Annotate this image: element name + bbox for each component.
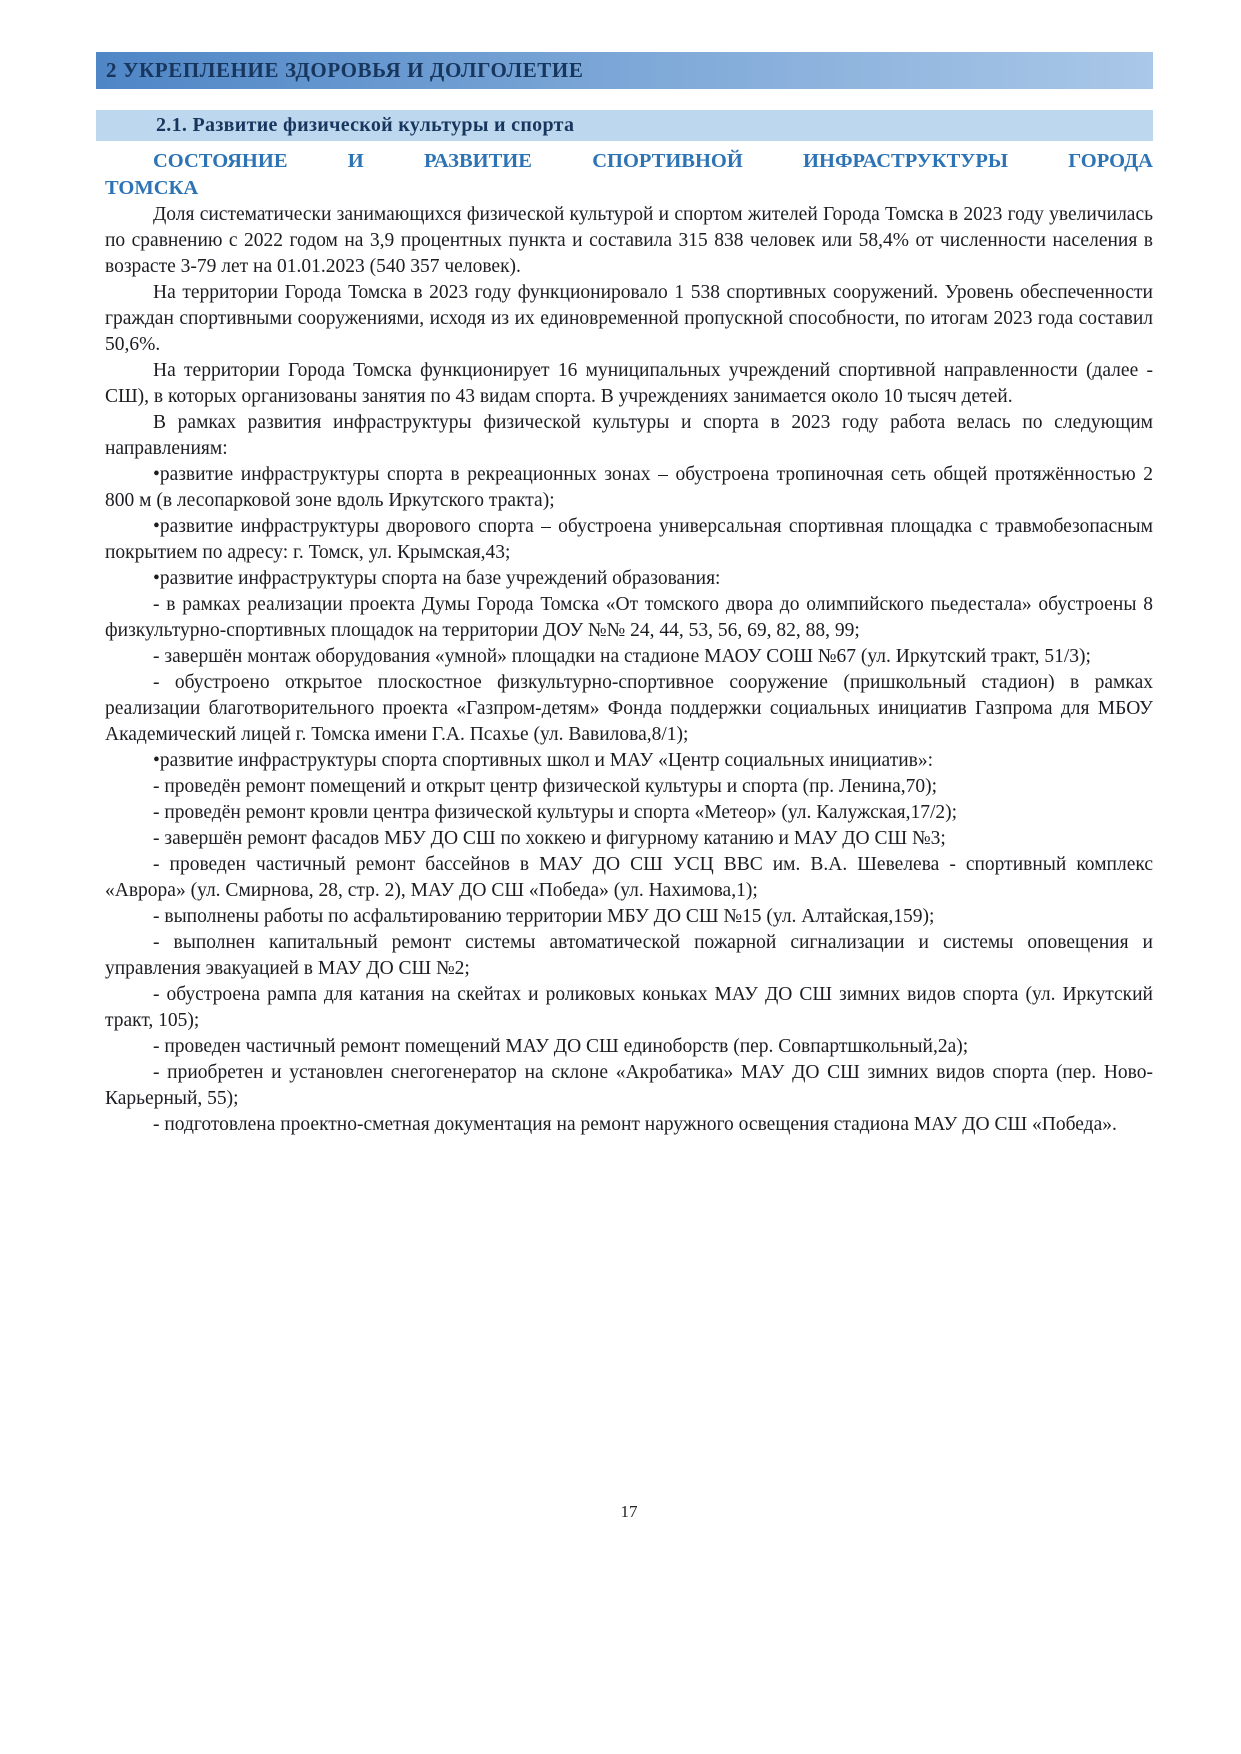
paragraph: - выполнены работы по асфальтированию территории МБУ ДО СШ №15 (ул. Алтайская,159);: [153, 906, 935, 927]
paragraph: - в рамках реализации проекта Думы Города Томска «От томского двора до олимпийского пьедестала» обустроены 8 физкультурно-спортивных площадок на территории ДОУ №№ 24, 44, 53, 56, 69, 82, 88, 99;: [105, 594, 1153, 641]
paragraphs: [105, 202, 1153, 1138]
section-header-title: 2 УКРЕПЛЕНИЕ ЗДОРОВЬЯ И ДОЛГОЛЕТИЕ: [106, 58, 584, 82]
paragraph: - обустроено открытое плоскостное физкультурно-спортивное сооружение (пришкольный стадион) в рамках реализации благотворительного проекта «Газпром-детям» Фонда поддержки социальных инициатив Газпрома для МБОУ Академический лицей г. Томска имени Г.А. Псахье (ул. Вавилова,8/1);: [105, 672, 1153, 745]
page-footer: [105, 1502, 1153, 1522]
paragraph: - приобретен и установлен снегогенератор на склоне «Акробатика» МАУ ДО СШ зимних видов спорта (пер. Ново-Карьерный, 55);: [105, 1062, 1153, 1109]
paragraph: - проведен частичный ремонт бассейнов в МАУ ДО СШ УСЦ ВВС им. В.А. Шевелева - спортивный комплекс «Аврора» (ул. Смирнова, 28, стр. 2), МАУ ДО СШ «Победа» (ул. Нахимова,1);: [105, 854, 1153, 901]
subsection-header-banner: [96, 110, 1153, 141]
page-number: 17: [620, 1502, 638, 1521]
paragraph: - проведён ремонт кровли центра физической культуры и спорта «Метеор» (ул. Калужская,17/2);: [153, 802, 958, 823]
section-header-banner: [96, 52, 1153, 89]
paragraph: Доля систематически занимающихся физической культурой и спортом жителей Города Томска в 2023 году увеличилась по сравнению с 2022 годом на 3,9 процентных пункта и составила 315 838 человек или 58,4% от численности населения в возрасте 3-79 лет на 01.01.2023 (540 357 человек).: [105, 204, 1153, 277]
paragraph: На территории Города Томска в 2023 году функционировало 1 538 спортивных сооружений. Уровень обеспеченности граждан спортивными сооружениями, исходя из их единовременной пропускной способности, по итогам 2023 года составил 50,6%.: [105, 282, 1153, 355]
paragraph: •развитие инфраструктуры спорта спортивных школ и МАУ «Центр социальных инициатив»:: [153, 750, 934, 771]
paragraph: •развитие инфраструктуры спорта на базе учреждений образования:: [153, 568, 721, 589]
paragraph: - проведён ремонт помещений и открыт центр физической культуры и спорта (пр. Ленина,70);: [153, 776, 938, 797]
paragraph: В рамках развития инфраструктуры физической культуры и спорта в 2023 году работа велась по следующим направлениям:: [105, 412, 1153, 459]
subsection-header-title: 2.1. Развитие физической культуры и спорта: [156, 114, 575, 136]
paragraph: •развитие инфраструктуры дворового спорта – обустроена универсальная спортивная площадка с травмобезопасным покрытием по адресу: г. Томск, ул. Крымская,43;: [105, 516, 1153, 563]
paragraph: - подготовлена проектно-сметная документация на ремонт наружного освещения стадиона МАУ ДО СШ «Победа».: [153, 1114, 1117, 1135]
paragraph: - проведен частичный ремонт помещений МАУ ДО СШ единоборств (пер. Совпартшкольный,2а);: [153, 1036, 969, 1057]
paragraph: •развитие инфраструктуры спорта в рекреационных зонах – обустроена тропиночная сеть общей протяжённостью 2 800 м (в лесопарковой зоне вдоль Иркутского тракта);: [105, 464, 1153, 511]
content-heading: СОСТОЯНИЕ И РАЗВИТИЕ СПОРТИВНОЙ ИНФРАСТРУКТУРЫ ГОРОДА ТОМСКА: [105, 150, 1153, 199]
paragraph: На территории Города Томска функционирует 16 муниципальных учреждений спортивной направленности (далее - СШ), в которых организованы занятия по 43 видам спорта. В учреждениях занимается около 10 тысяч детей.: [105, 360, 1153, 407]
paragraph: - обустроена рампа для катания на скейтах и роликовых коньках МАУ ДО СШ зимних видов спорта (ул. Иркутский тракт, 105);: [105, 984, 1153, 1031]
paragraph: - завершён ремонт фасадов МБУ ДО СШ по хоккею и фигурному катанию и МАУ ДО СШ №3;: [153, 828, 946, 849]
paragraph: - выполнен капитальный ремонт системы автоматической пожарной сигнализации и системы оповещения и управления эвакуацией в МАУ ДО СШ №2;: [105, 932, 1153, 979]
document-body: [105, 148, 1153, 1138]
paragraph: - завершён монтаж оборудования «умной» площадки на стадионе МАОУ СОШ №67 (ул. Иркутский тракт, 51/3);: [153, 646, 1091, 667]
